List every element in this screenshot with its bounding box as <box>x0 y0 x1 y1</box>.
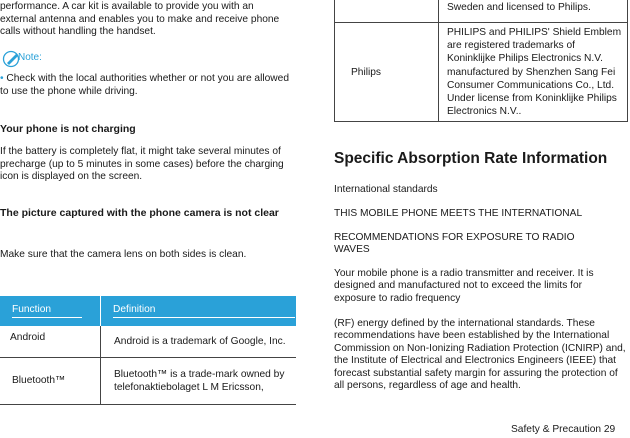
cell-function <box>335 0 439 23</box>
paragraph-radio-transmitter: Your mobile phone is a radio transmitter and receiver. It is designed and manufactured not to exceed the limits for exposure to radio frequency <box>334 268 594 304</box>
page-footer: Safety & Precaution 29 <box>511 424 616 435</box>
cell-definition: Bluetooth™ is a trade-mark owned by telefonaktiebolaget L M Ericsson, <box>101 357 297 404</box>
trademark-table-continued <box>334 0 628 122</box>
note-text <box>0 73 292 98</box>
paragraph-meets-international: THIS MOBILE PHONE MEETS THE INTERNATIONAL <box>334 208 583 219</box>
paragraph-international-standards: International standards <box>334 184 438 195</box>
note-bullet: • <box>0 73 4 84</box>
column-header-function: Function <box>0 296 101 326</box>
trademark-table-header <box>0 296 296 326</box>
table-row <box>335 0 628 23</box>
cell-definition: Android is a trademark of Google, Inc. <box>101 326 297 357</box>
note-label: Note: <box>18 52 42 63</box>
cell-function: Android <box>0 326 101 357</box>
cell-function: Philips <box>335 23 439 122</box>
section-title-sar: Specific Absorption Rate Information <box>334 150 608 167</box>
heading-not-charging: Your phone is not charging <box>0 123 136 135</box>
table-row <box>335 23 628 122</box>
paragraph-camera: Make sure that the camera lens on both sides is clean. <box>0 249 247 260</box>
cell-definition: Sweden and licensed to Philips. <box>439 0 628 23</box>
heading-camera-not-clear: The picture captured with the phone camera is not clear <box>0 207 279 219</box>
column-header-definition: Definition <box>101 296 297 326</box>
table-row <box>0 326 296 357</box>
paragraph-rf-energy: (RF) energy defined by the international standards. These recommendations have been established by the International Commission on Non-Ionizing Radiation Protection (ICNIRP) and, the Institute of Electrical and Electronics Engineers (IEEE) that forecast substantial safety margin for assuring the protection of all persons, regardless of age and health. <box>334 318 626 392</box>
paragraph-recommendations: RECOMMENDATIONS FOR EXPOSURE TO RADIO WAVES <box>334 232 575 256</box>
paragraph-charging: If the battery is completely flat, it might take several minutes of precharge (up to 5 minutes in some cases) before the charging icon is displayed on the screen. <box>0 146 284 183</box>
note-text-body: Check with the local authorities whether or not you are allowed to use the phone while driving. <box>0 73 289 97</box>
trademark-table <box>0 296 296 405</box>
cell-definition: PHILIPS and PHILIPS' Shield Emblem are registered trademarks of Koninklijke Philips Electronics N.V. manufactured by Shenzhen Sang Fei Consumer Communications Co., Ltd. Under license from Koninklijke Philips Electronics N.V.. <box>439 23 628 122</box>
table-row <box>0 357 296 404</box>
cell-function: Bluetooth™ <box>0 357 101 404</box>
paragraph-car-kit: performance. A car kit is available to provide you with an external antenna and enables you to make and receive phone calls without handling the handset. <box>0 1 280 38</box>
